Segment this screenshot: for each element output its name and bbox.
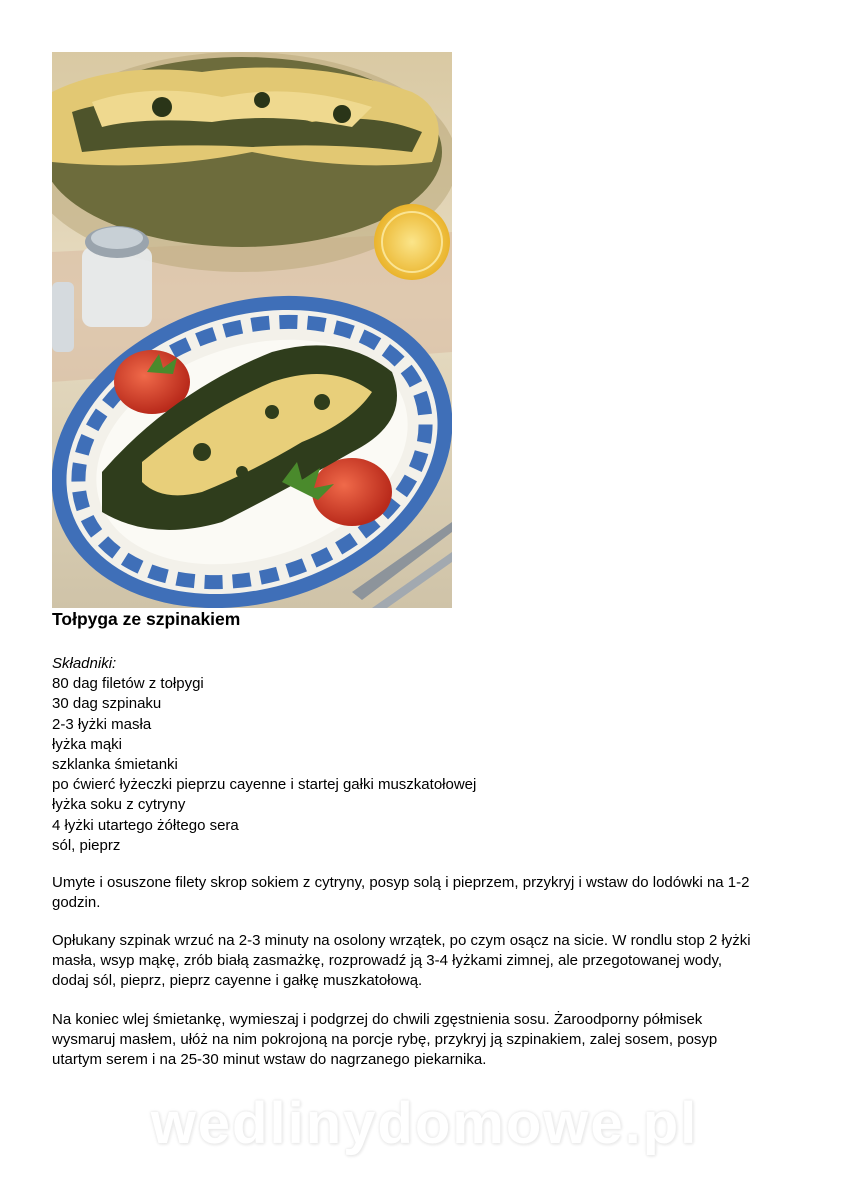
ingredients-list [52, 674, 476, 856]
instruction-step-2: Opłukany szpinak wrzuć na 2-3 minuty na osolony wrzątek, po czym osącz na sicie. W rondlu stop 2 łyżki masła, wsyp mąkę, zrób białą zasmażkę, rozprowadź ją 3-4 łyżkami zimnej, ale przegotowanej wody, dodaj sól, pieprz, pieprz cayenne i gałkę muszkatołową. [52, 932, 751, 990]
ingredient-item: łyżka mąki [52, 735, 123, 753]
ingredient-item: 2-3 łyżki masła [52, 715, 152, 733]
instruction-step-3: Na koniec wlej śmietankę, wymieszaj i podgrzej do chwili zgęstnienia sosu. Żaroodporny półmisek wysmaruj masłem, ułóż na nim pokrojoną na porcje rybę, przykryj ją szpinakiem, zalej sosem, posyp utartym serem i na 25-30 minut wstaw do nagrzanego piekarnika. [52, 1011, 718, 1069]
watermark: wedlinydomowe.pl [150, 1091, 699, 1156]
dish-photo [52, 52, 452, 608]
ingredient-item: po ćwierć łyżeczki pieprzu cayenne i startej gałki muszkatołowej [52, 776, 477, 794]
ingredient-item: 4 łyżki utartego żółtego sera [52, 816, 239, 834]
ingredient-item: 30 dag szpinaku [52, 695, 162, 713]
ingredient-item: sól, pieprz [52, 836, 121, 854]
recipe-title: Tołpyga ze szpinakiem [52, 609, 241, 629]
ingredient-item: szklanka śmietanki [52, 756, 178, 774]
instruction-step-1: Umyte i osuszone filety skrop sokiem z cytryny, posyp solą i pieprzem, przykryj i wstaw do lodówki na 1-2 godzin. [52, 874, 750, 912]
ingredients-section [52, 654, 476, 856]
ingredient-item: łyżka soku z cytryny [52, 796, 186, 814]
ingredient-item: 80 dag filetów z tołpygi [52, 675, 204, 693]
ingredients-label: Składniki: [52, 655, 117, 672]
